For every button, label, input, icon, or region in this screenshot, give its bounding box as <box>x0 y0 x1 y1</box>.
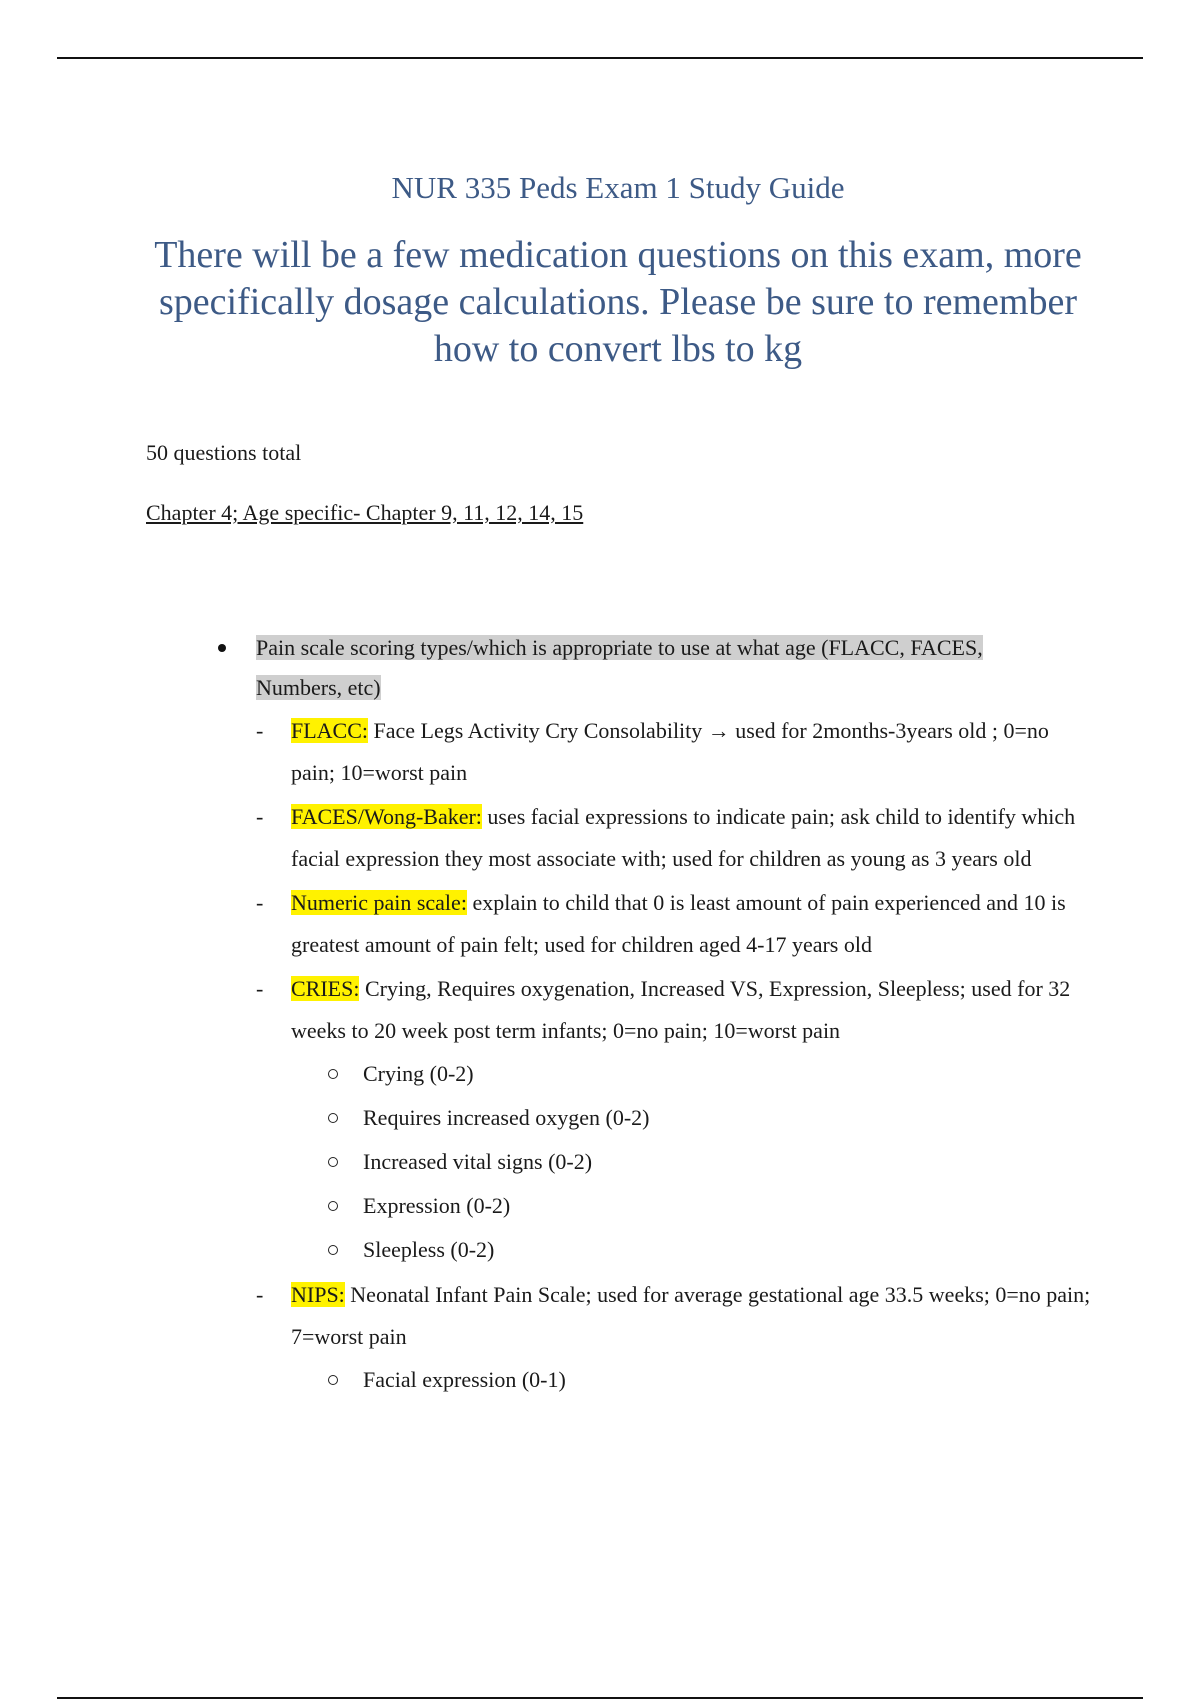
list-item-text: Requires increased oxygen (0-2) <box>363 1105 650 1130</box>
list-item-text: Expression (0-2) <box>363 1193 511 1218</box>
list-item-text: Crying (0-2) <box>363 1061 474 1086</box>
scale-nips <box>256 1274 1091 1358</box>
list-item-text: Sleepless (0-2) <box>363 1237 495 1262</box>
scale-description: Neonatal Infant Pain Scale; used for average gestational age 33.5 weeks; 0=no pain; 7=worst pain <box>291 1282 1091 1349</box>
top-rule <box>57 57 1143 59</box>
list-item <box>363 1140 1200 1184</box>
document-title: NUR 335 Peds Exam 1 Study Guide <box>391 170 845 205</box>
dash-marker: - <box>256 718 264 743</box>
circle-bullet-icon <box>328 1245 338 1255</box>
dash-marker: - <box>256 976 264 1001</box>
scale-cries <box>256 968 1091 1052</box>
topic-heading: Pain scale scoring types/which is appropriate to use at what age (FLACC, FACES, Numbers, etc) <box>256 635 983 700</box>
list-item <box>363 1184 1200 1228</box>
circle-bullet-icon <box>328 1157 338 1167</box>
scale-description: Crying, Requires oxygenation, Increased VS, Expression, Sleepless; used for 32 weeks to 20 week post term infants; 0=no pain; 10=worst pain <box>291 976 1071 1043</box>
bottom-rule <box>57 1697 1143 1699</box>
list-item <box>363 1228 1200 1272</box>
circle-bullet-icon <box>328 1375 338 1385</box>
scale-numeric <box>256 882 1091 966</box>
circle-bullet-icon <box>328 1201 338 1211</box>
scale-description: Face Legs Activity Cry Consolability <box>368 718 708 743</box>
scale-name: Numeric pain scale: <box>291 890 467 915</box>
topic-bullet <box>256 628 1066 708</box>
list-item-text: Increased vital signs (0-2) <box>363 1149 593 1174</box>
total-questions: 50 questions total <box>146 440 302 465</box>
circle-bullet-icon <box>328 1113 338 1123</box>
scale-description: uses facial expressions to indicate pain; ask child to identify which facial expression they most associate with; used for children as young as 3 years old <box>291 804 1076 871</box>
chapter-list: Chapter 4; Age specific- Chapter 9, 11, 12, 14, 15 <box>146 500 584 525</box>
scale-description: explain to child that 0 is least amount of pain experienced and 10 is greatest amount of pain felt; used for children aged 4-17 years old <box>291 890 1066 957</box>
list-item <box>363 1052 1200 1096</box>
list-item <box>363 1096 1200 1140</box>
scale-faces <box>256 796 1091 880</box>
exam-notice: There will be a few medication questions on this exam, more specifically dosage calculations. Please be sure to remember how to convert lbs to kg <box>154 234 1082 370</box>
scale-description-cont: used for 2months-3years old ; 0=no pain; 10=worst pain <box>291 718 1049 785</box>
scale-name: CRIES: <box>291 976 360 1001</box>
scale-name: FLACC: <box>291 718 369 743</box>
bullet-icon <box>218 644 226 652</box>
dash-marker: - <box>256 804 264 829</box>
dash-marker: - <box>256 890 264 915</box>
list-item <box>363 1358 1200 1402</box>
list-item-text: Facial expression (0-1) <box>363 1367 566 1392</box>
study-content <box>0 628 1200 1402</box>
scale-flacc <box>256 710 1091 794</box>
scale-name: NIPS: <box>291 1282 345 1307</box>
dash-marker: - <box>256 1282 264 1307</box>
arrow-icon: → <box>707 718 730 743</box>
scale-name: FACES/Wong-Baker: <box>291 804 482 829</box>
circle-bullet-icon <box>328 1069 338 1079</box>
